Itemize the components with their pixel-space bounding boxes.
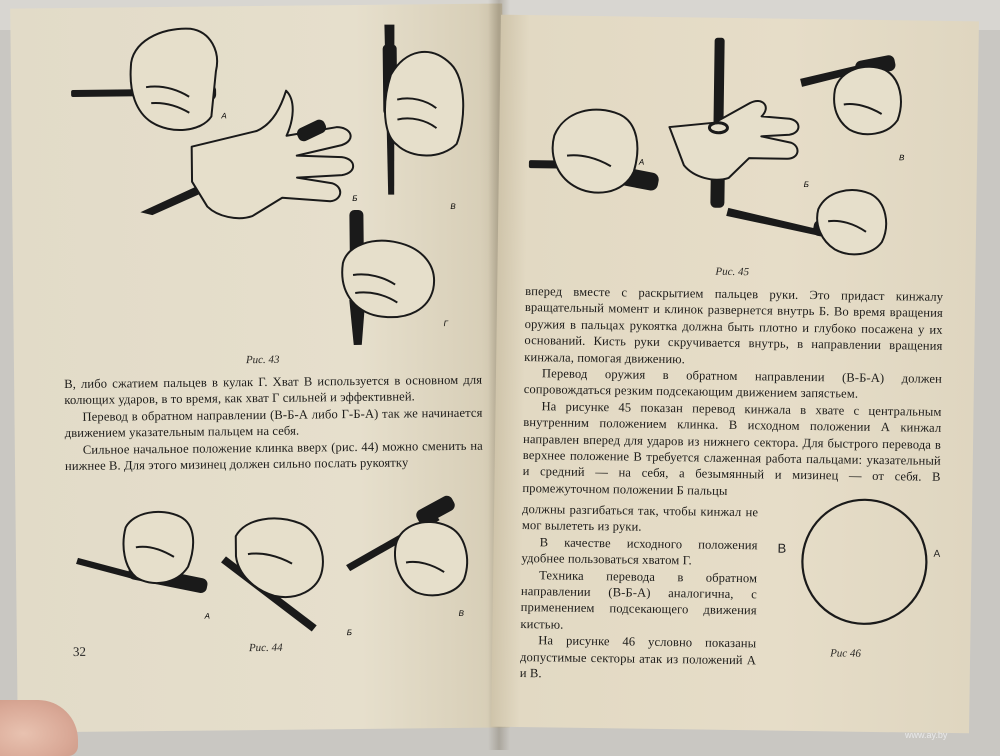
fig44-hand-v	[345, 493, 467, 596]
paragraph: вперед вместе с раскрытием пальцев руки. Это придаст кинжалу вращательный момент и клинок развернется внутрь Б. Во время вращения оружия в пальцах рукоятка должна быть плотно и глубоко посажена у их оснований. Кисть руки скручивается внутрь, в направлении вращения кинжала, помогая движению.	[524, 284, 944, 366]
fig44-label-a: А	[204, 611, 210, 621]
paragraph: На рисунке 45 показан перевод кинжала в хвате с центральным внутренним положением клинка. В исходном положении А кинжал направлен вперед для ударов из нижнего сектора. Для быстрого перевода в верхнее положение В требуется слаженная работа пальцами: указательный и средний — на себя, а безымянный и мизинец — от себя. В промежуточном положении Б пальцы	[522, 399, 942, 498]
fig45-label-a: А	[638, 157, 645, 167]
fig45-hand-a	[529, 109, 661, 194]
paragraph: Перевод оружия в обратном направлении (В-Б-А) должен сопровождаться резким подсекающим движением запястьем.	[523, 366, 943, 402]
paragraph: В качестве исходного положения удобнее пользоваться хватом Г.	[521, 535, 758, 568]
figure-45	[497, 15, 979, 282]
fig45-label-b: Б	[803, 179, 809, 190]
fig43-caption: Рис. 43	[245, 353, 280, 367]
fig45-label-v: В	[898, 153, 905, 163]
fig43-label-b: Б	[352, 193, 358, 204]
fig44-hand-b	[221, 518, 324, 632]
fig43-hand-v	[382, 24, 464, 195]
fig43-label-v: В	[450, 201, 456, 211]
left-page	[10, 3, 510, 732]
fig43-label-g: Г	[443, 319, 448, 329]
paragraph: На рисунке 46 условно показаны допустимые секторы атак из положений А и В.	[519, 633, 757, 681]
fig46-label-right: А	[933, 548, 941, 560]
fig44-label-b: Б	[346, 628, 353, 638]
figure-46	[778, 479, 950, 651]
paragraph: должны разгибаться так, чтобы кинжал не мог вылететь из руки.	[521, 502, 759, 535]
fig46-label-left: В	[777, 540, 787, 556]
fig43-hand-g	[342, 209, 435, 345]
paragraph: Перевод в обратном направлении (В-Б-А либо Г-Б-А) так же начинается движением указательным пальцем на себя.	[64, 405, 483, 441]
fig45-hand-v	[799, 53, 901, 135]
fig44-label-v: В	[458, 608, 464, 618]
page-number: 32	[72, 643, 87, 659]
attack-sector-circle	[802, 499, 928, 625]
figure-44	[15, 483, 509, 658]
fig46-caption: Рис 46	[830, 647, 862, 660]
fig44-caption: Рис. 44	[248, 641, 283, 655]
paragraph: Сильное начальное положение клинка вверх (рис. 44) можно сменить на нижнее В. Для этого мизинец должен сильно послать рукоятку	[64, 438, 483, 474]
watermark: www.ay.by	[905, 730, 948, 740]
fig45-hand-b	[668, 37, 799, 209]
paragraph: Техника перевода в обратном направлении (В-Б-А) аналогична, с применением подсекающего движения кистью.	[520, 567, 758, 632]
paragraph: В, либо сжатием пальцев в кулак Г. Хват В используется в основном для колющих ударов, в то время, как хват Г сильней и эффективней.	[64, 372, 483, 408]
fig45-caption: Рис. 45	[715, 265, 750, 279]
right-body-text	[522, 283, 943, 502]
left-body-text	[64, 372, 483, 475]
fig45-hand-g	[726, 188, 887, 254]
fig44-hand-a	[76, 511, 209, 595]
right-narrow-text	[520, 501, 758, 685]
fig43-label-a: А	[221, 111, 227, 121]
fig43-hand-a	[70, 28, 217, 131]
figure-43	[10, 3, 506, 368]
right-page	[491, 15, 979, 734]
